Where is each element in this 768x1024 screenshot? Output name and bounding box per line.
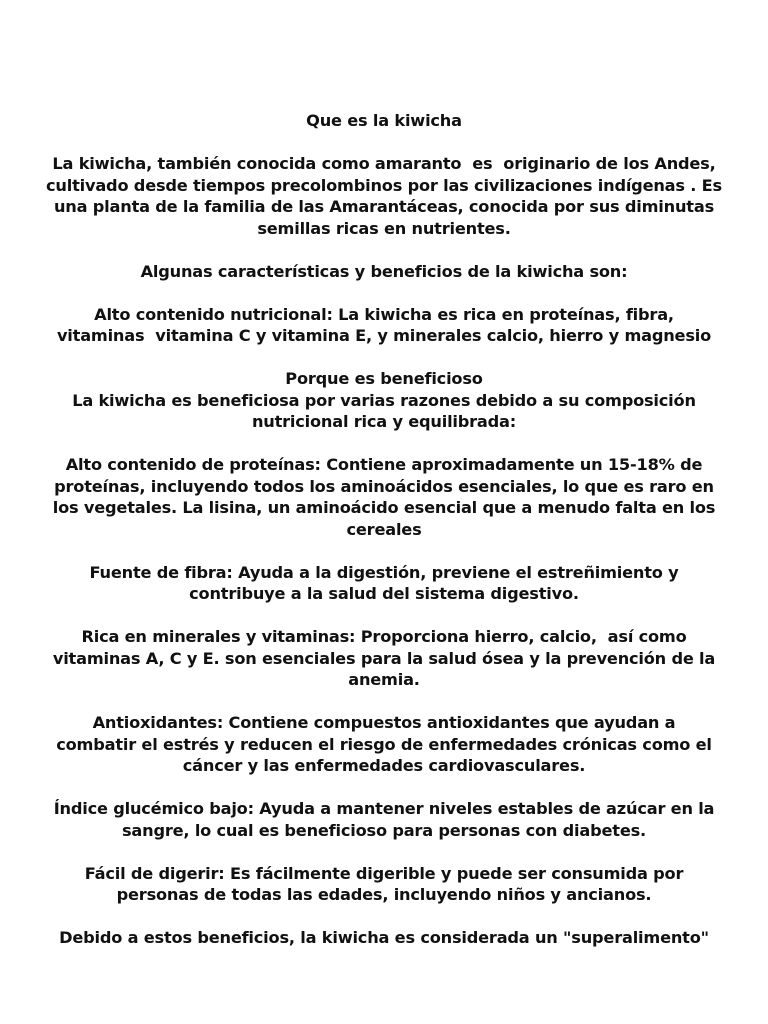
fiber-paragraph [40,562,728,605]
minerals-line: vitaminas A, C y E. son esenciales para la salud ósea y la prevención de la [52,648,716,668]
nutritional-paragraph [40,304,728,347]
why-heading: Porque es beneficioso [285,369,483,388]
protein-paragraph [40,454,728,540]
minerals-line: anemia. [348,670,420,689]
digest-paragraph [40,863,728,906]
conclusion-line: Debido a estos beneficios, la kiwicha es considerada un "superalimento" [59,928,709,947]
digest-line: personas de todas las edades, incluyendo niños y ancianos. [116,885,652,904]
glycemic-paragraph [40,798,728,841]
digest-line: Fácil de digerir: Es fácilmente digerible y puede ser consumida por [84,863,684,883]
protein-line: cereales [346,519,422,539]
protein-line: los vegetales. La lisina, un aminoácido esencial que a menudo falta en los [52,498,716,517]
antioxidants-line: cáncer y las enfermedades cardiovasculares. [182,756,586,775]
antioxidants-line: combatir el estrés y reducen el riesgo de enfermedades crónicas como el [56,734,712,754]
nutritional-line: vitaminas vitamina C y vitamina E, y minerales calcio, hierro y magnesio [56,326,712,345]
features-heading: Algunas características y beneficios de la kiwicha son: [140,261,628,281]
intro-line: cultivado desde tiempos precolombinos por las civilizaciones indígenas . Es [46,175,722,195]
minerals-paragraph [40,626,728,691]
why-paragraph [40,390,728,433]
why-line: nutricional rica y equilibrada: [251,412,517,431]
glycemic-line: Índice glucémico bajo: Ayuda a mantener niveles estables de azúcar en la [53,799,715,818]
fiber-line: Fuente de fibra: Ayuda a la digestión, previene el estreñimiento y [89,562,679,582]
intro-paragraph [40,153,728,239]
why-line: La kiwicha es beneficiosa por varias razones debido a su composición [72,390,696,410]
protein-line: Alto contenido de proteínas: Contiene aproximadamente un 15-18% de [65,455,703,474]
antioxidants-line: Antioxidantes: Contiene compuestos antioxidantes que ayudan a [92,713,676,732]
document-title: Que es la kiwicha [306,111,462,130]
glycemic-line: sangre, lo cual es beneficioso para personas con diabetes. [122,820,646,840]
document-body [40,110,728,949]
minerals-line: Rica en minerales y vitaminas: Proporciona hierro, calcio, así como [81,627,687,646]
nutritional-line: Alto contenido nutricional: La kiwicha es rica en proteínas, fibra, [94,304,674,324]
antioxidants-paragraph [40,712,728,777]
fiber-line: contribuye a la salud del sistema digestivo. [189,584,579,603]
intro-line: La kiwicha, también conocida como amaranto es originario de los Andes, [52,154,716,173]
intro-line: semillas ricas en nutrientes. [257,218,511,238]
intro-line: una planta de la familia de las Amarantáceas, conocida por sus diminutas [53,197,714,216]
protein-line: proteínas, incluyendo todos los aminoácidos esenciales, lo que es raro en [54,476,714,496]
